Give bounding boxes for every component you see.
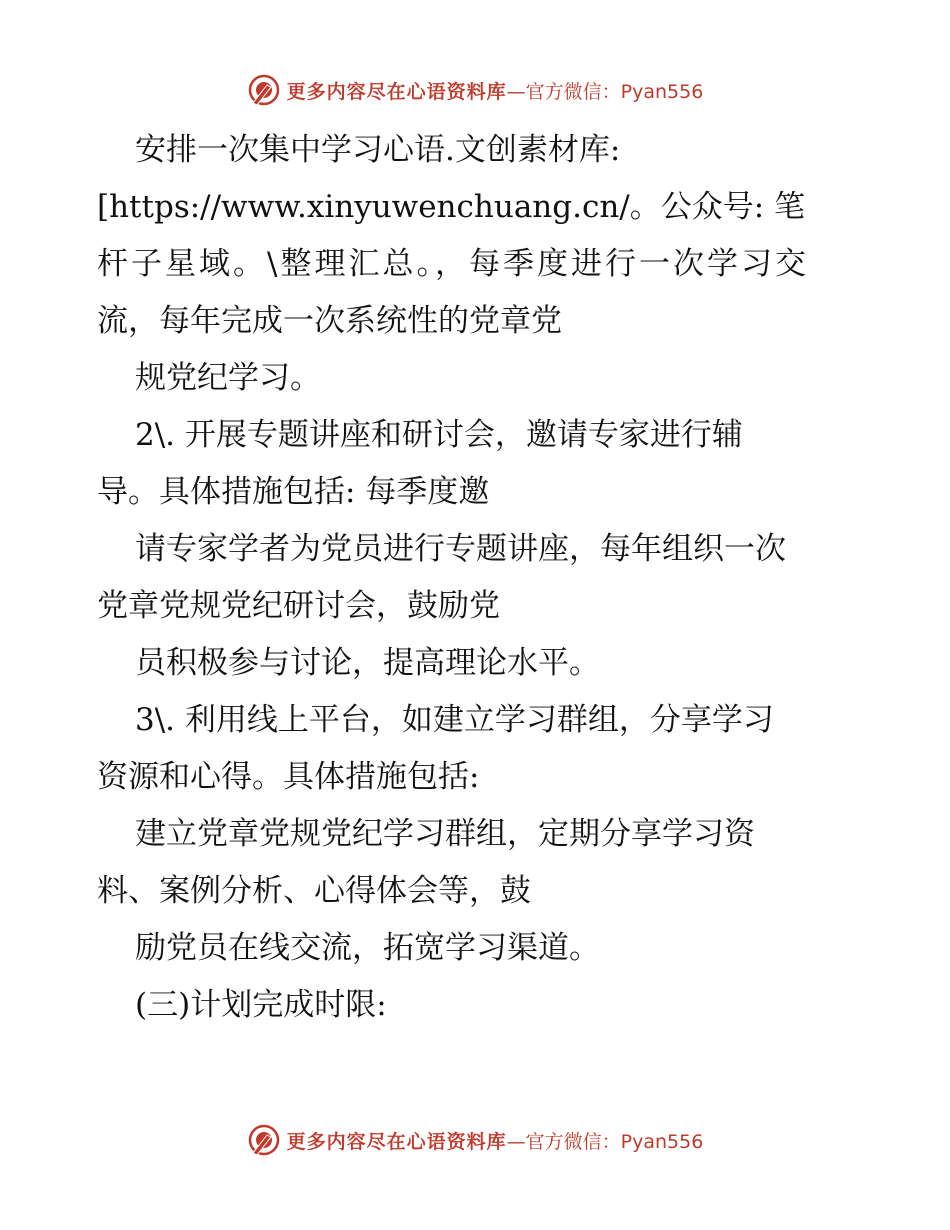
- text-line: 导。具体措施包括: 每季度邀: [97, 474, 490, 510]
- watermark-sub-text: —官方微信：Pyan556: [506, 80, 704, 103]
- text-line: 资源和心得。具体措施包括:: [97, 759, 480, 795]
- text-line: 规党纪学习。: [135, 360, 321, 396]
- text-line: 励党员在线交流，拓宽学习渠道。: [135, 930, 600, 966]
- text-line: 3\. 利用线上平台，如建立学习群组，分享学习: [135, 702, 774, 738]
- text-line: 员积极参与讨论，提高理论水平。: [135, 645, 600, 681]
- text-line: [https://www.xinyuwenchuang.cn/。公众号: 笔: [97, 189, 806, 225]
- text-line: 杆子星域。\整理汇总。，每季度进行一次学习交: [97, 246, 809, 282]
- footer-watermark: [0, 1120, 950, 1160]
- watermark-main-text: 更多内容尽在心语资料库: [286, 80, 507, 103]
- header-watermark: [0, 70, 950, 110]
- pen-logo-icon: [247, 73, 281, 107]
- text-line: 流，每年完成一次系统性的党章党: [97, 303, 562, 339]
- pen-logo-icon: [247, 1123, 281, 1157]
- text-line: (三)计划完成时限:: [135, 987, 387, 1023]
- document-body: [97, 122, 857, 1034]
- watermark-main-text: 更多内容尽在心语资料库: [286, 1130, 507, 1153]
- text-line: 建立党章党规党纪学习群组，定期分享学习资: [135, 816, 755, 852]
- text-line: 料、案例分析、心得体会等，鼓: [97, 873, 531, 909]
- text-line: 安排一次集中学习心语.文创素材库:: [135, 132, 621, 168]
- text-line: 请专家学者为党员进行专题讲座，每年组织一次: [135, 531, 786, 567]
- text-line: 党章党规党纪研讨会，鼓励党: [97, 588, 500, 624]
- text-line: 2\. 开展专题讲座和研讨会，邀请专家进行辅: [135, 417, 743, 453]
- watermark-sub-text: —官方微信：Pyan556: [506, 1130, 704, 1153]
